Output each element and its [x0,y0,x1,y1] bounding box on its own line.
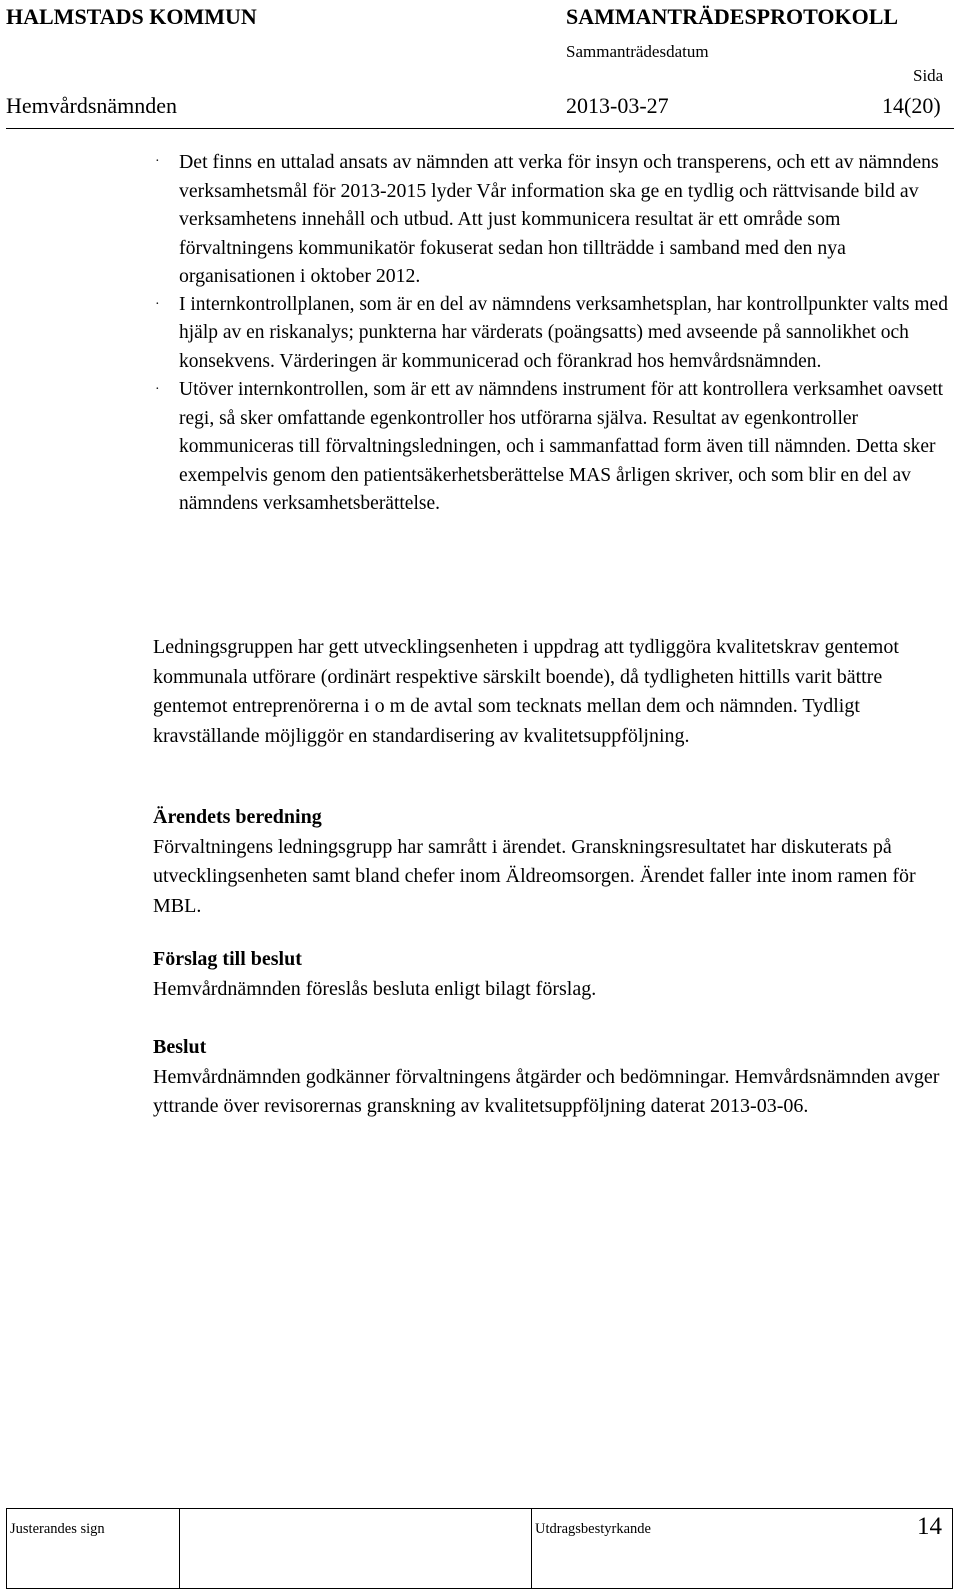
section-forslag-till-beslut [153,945,953,1004]
section-text: Hemvårdnämnden föreslås besluta enligt bilagt förslag. [153,977,597,1000]
organization-name: HALMSTADS KOMMUN [6,4,257,29]
section-heading: Ärendets beredning [153,806,322,828]
paragraph-number: 14 [917,1513,942,1540]
list-item-text: Utöver internkontrollen, som är ett av nämndens instrument för att kontrollera verksamhet oavsett regi, så sker omfattande egenkontroller hos utförarna själva. Resultat av egenkontroller kommuniceras till förvaltningsledningen, och i sammanfattad form även till nämnden. Detta sker exempelvis genom den patientsäkerhetsberättelse MAS årligen skriver, och som blir en del av nämndens verksamhetsberättelse. [179,379,944,514]
footer-extract-cell [531,1509,953,1588]
committee-name: Hemvårdsnämnden [6,93,178,118]
section-heading: Förslag till beslut [153,948,302,970]
meeting-date: 2013-03-27 [566,93,669,118]
document-type: SAMMANTRÄDESPROTOKOLL [566,4,899,29]
page-label: Sida [913,66,944,85]
section-beslut [153,1033,953,1122]
section-heading: Beslut [153,1036,207,1058]
page-number: 14(20) [882,93,941,118]
sign-label: Justerandes sign [10,1521,105,1537]
bullet-marker: · [155,296,160,312]
section-text: Hemvårdnämnden godkänner förvaltningens åtgärder och bedömningar. Hemvårdsnämnden avger yttrande över revisorernas granskning av kvalitetsuppföljning daterat 2013-03-06. [153,1065,940,1117]
header-divider [6,128,954,129]
list-item-text: Det finns en uttalad ansats av nämnden att verka för insyn och transperens, och ett av nämndens verksamhetsmål för 2013-2015 lyder Vår information ska ge en tydlig och rättvisande bild av verksamhetens innehåll och utbud. Att just kommunicera resultat är ett område som förvaltningens kommunikatör fokuserat sedan hon tillträdde i samband med den nya organisationen i oktober 2012. [179,151,939,287]
list-item-text: I internkontrollplanen, som är en del av nämndens verksamhetsplan, har kontrollpunkter valts med hjälp av en riskanalys; punkterna har värderats (poängsatts) med avseende på sannolikhet och konsekvens. Värderingen är kommunicerad och förankrad hos hemvårdsnämnden. [179,293,948,372]
section-arendets-beredning [153,803,953,921]
extract-label: Utdragsbestyrkande [535,1521,651,1537]
section-text: Förvaltningens ledningsgrupp har samrått i ärendet. Granskningsresultatet har diskuterats på utvecklingsenheten samt bland chefer inom Äldreomsorgen. Ärendet faller inte inom ramen för MBL. [153,835,916,917]
body-paragraph-block [153,633,953,751]
footer-sign-cell [6,1509,179,1588]
signature-footer [6,1508,953,1589]
meeting-date-label: Sammanträdesdatum [566,42,709,61]
bullet-marker: · [155,154,160,169]
footer-blank-cell [179,1509,531,1588]
list-item [0,148,960,291]
list-item [0,376,960,519]
body-paragraph: Ledningsgruppen har gett utvecklingsenheten i uppdrag att tydliggöra kvalitetskrav gentemot kommunala utförare (ordinärt respektive särskilt boende), då tydligheten hittills varit bättre gentemot entreprenörerna i o m de avtal som tecknats mellan dem och nämnden. Tydligt kravställande möjliggör en standardisering av kvalitetsuppföljning. [153,636,899,747]
bullet-list [0,148,960,519]
bullet-marker: · [155,382,160,397]
list-item [0,291,960,377]
